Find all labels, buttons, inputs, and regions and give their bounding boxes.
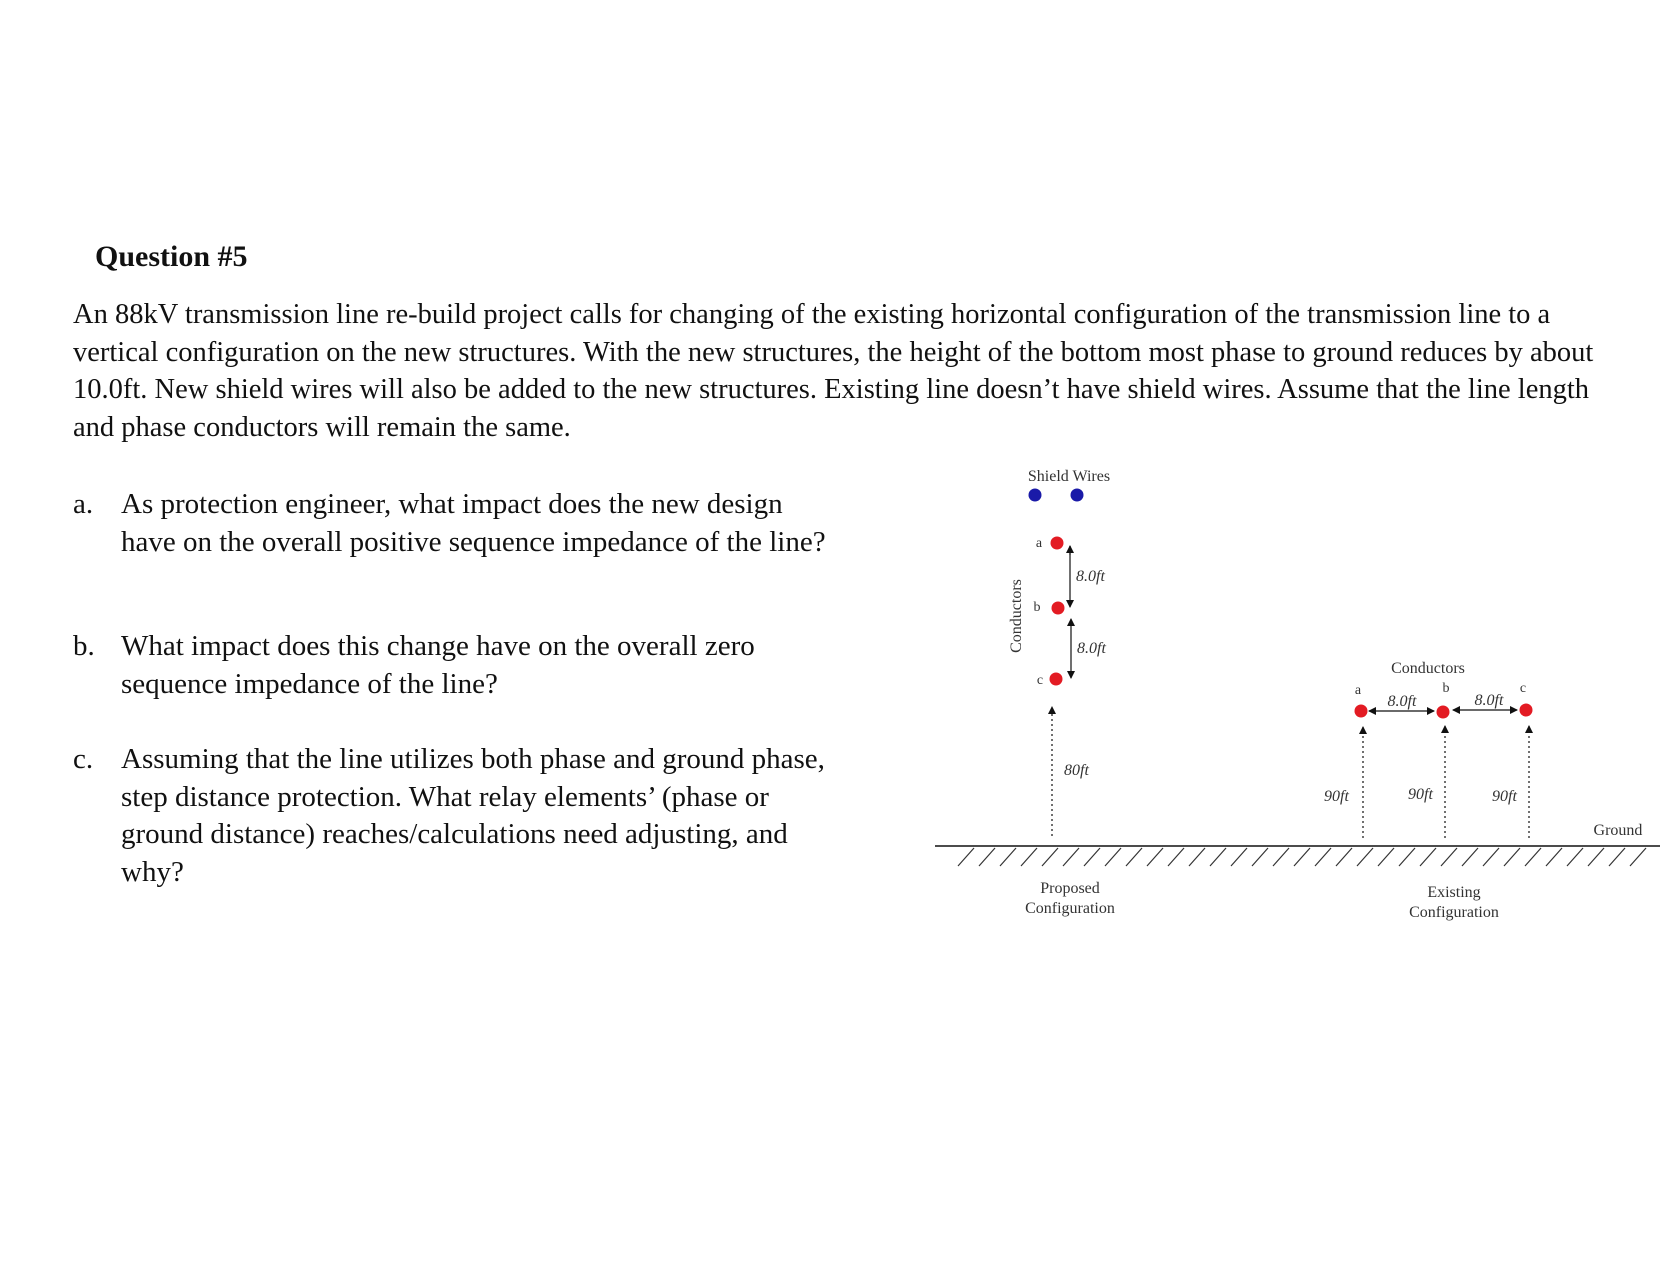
hatch-mark [1231,848,1247,866]
hatch-mark [1000,848,1016,866]
question-b-marker: b. [73,630,95,662]
proposed-phase-a-label: a [1035,536,1043,551]
existing-conductors-label: Conductors [1391,660,1465,677]
hatch-mark [1147,848,1163,866]
question-title: Question #5 [95,240,248,273]
hatch-mark [1630,848,1646,866]
hatch-mark [958,848,974,866]
hatch-mark [1294,848,1310,866]
proposed-phase-c [1050,673,1063,686]
existing-phase-b-label: b [1442,681,1450,696]
hatch-mark [1021,848,1037,866]
hatch-mark [1504,848,1520,866]
hatch-mark [1399,848,1415,866]
hatch-mark [1168,848,1184,866]
existing-phase-a [1355,705,1368,718]
ground-label: Ground [1593,822,1643,839]
question-a-marker: a. [73,488,94,520]
hatch-mark [1525,848,1541,866]
existing-phase-c [1520,704,1533,717]
hatch-mark [1546,848,1562,866]
existing-phase-b [1437,706,1450,719]
hatch-mark [1084,848,1100,866]
hatch-mark [1210,848,1226,866]
existing-spacing-bc-label: 8.0ft [1474,692,1504,709]
hatch-mark [1420,848,1436,866]
hatch-mark [1273,848,1289,866]
proposed-height-label: 80ft [1064,762,1089,779]
proposed-spacing-ab-label: 8.0ft [1076,568,1105,585]
existing-spacing-ab-label: 8.0ft [1387,693,1417,710]
hatch-mark [1336,848,1352,866]
proposed-phase-a [1051,537,1064,550]
existing-phase-c-label: c [1519,681,1527,696]
existing-height-label-c: 90ft [1492,788,1517,805]
proposed-phase-b-label: b [1033,600,1041,615]
hatch-mark [1441,848,1457,866]
proposed-phase-c-label: c [1036,673,1044,688]
shield-wires-label: Shield Wires [1027,468,1111,485]
existing-caption-line2: Configuration [1409,904,1499,921]
hatch-mark [1042,848,1058,866]
existing-phase-a-label: a [1354,683,1362,698]
proposed-conductors-label: Conductors [1008,579,1025,653]
question-b-text: What impact does this change have on the overall zero sequence impedance of the line? [121,630,755,700]
hatch-mark [1609,848,1625,866]
problem-statement: An 88kV transmission line re-build project calls for changing of the existing horizontal configuration of the transmission line to a vertical configuration on the new structures. With the new structures, the height of the bottom most phase to ground reduces by about 10.0ft. New shield wires will also be added to the new structures. Existing line doesn’t have shield wires. Assume that the line length and phase conductors will remain the same. [73,299,1594,443]
hatch-mark [1462,848,1478,866]
hatch-mark [1483,848,1499,866]
question-a-text: As protection engineer, what impact does the new design have on the overall positive sequence impedance of the line? [121,488,826,558]
existing-height-label-b: 90ft [1408,786,1433,803]
hatch-mark [1063,848,1079,866]
hatch-mark [1357,848,1373,866]
hatch-mark [1378,848,1394,866]
hatch-mark [1189,848,1205,866]
existing-caption-line1: Existing [1427,884,1481,901]
hatch-mark [1567,848,1583,866]
hatch-mark [1126,848,1142,866]
proposed-spacing-bc-label: 8.0ft [1077,640,1106,657]
question-c-marker: c. [73,743,94,775]
question-c-text: Assuming that the line utilizes both phase and ground phase, step distance protection. What relay elements’ (phase or ground distance) reaches/calculations need adjusting, and why? [121,743,825,888]
hatch-mark [979,848,995,866]
shield-wire-right [1071,489,1084,502]
existing-height-label-a: 90ft [1324,788,1349,805]
hatch-mark [1105,848,1121,866]
ground-hatching [958,848,1646,866]
hatch-mark [1252,848,1268,866]
hatch-mark [1588,848,1604,866]
proposed-phase-b [1052,602,1065,615]
hatch-mark [1315,848,1331,866]
proposed-caption-line2: Configuration [1025,900,1115,917]
proposed-caption-line1: Proposed [1040,880,1100,897]
shield-wire-left [1029,489,1042,502]
